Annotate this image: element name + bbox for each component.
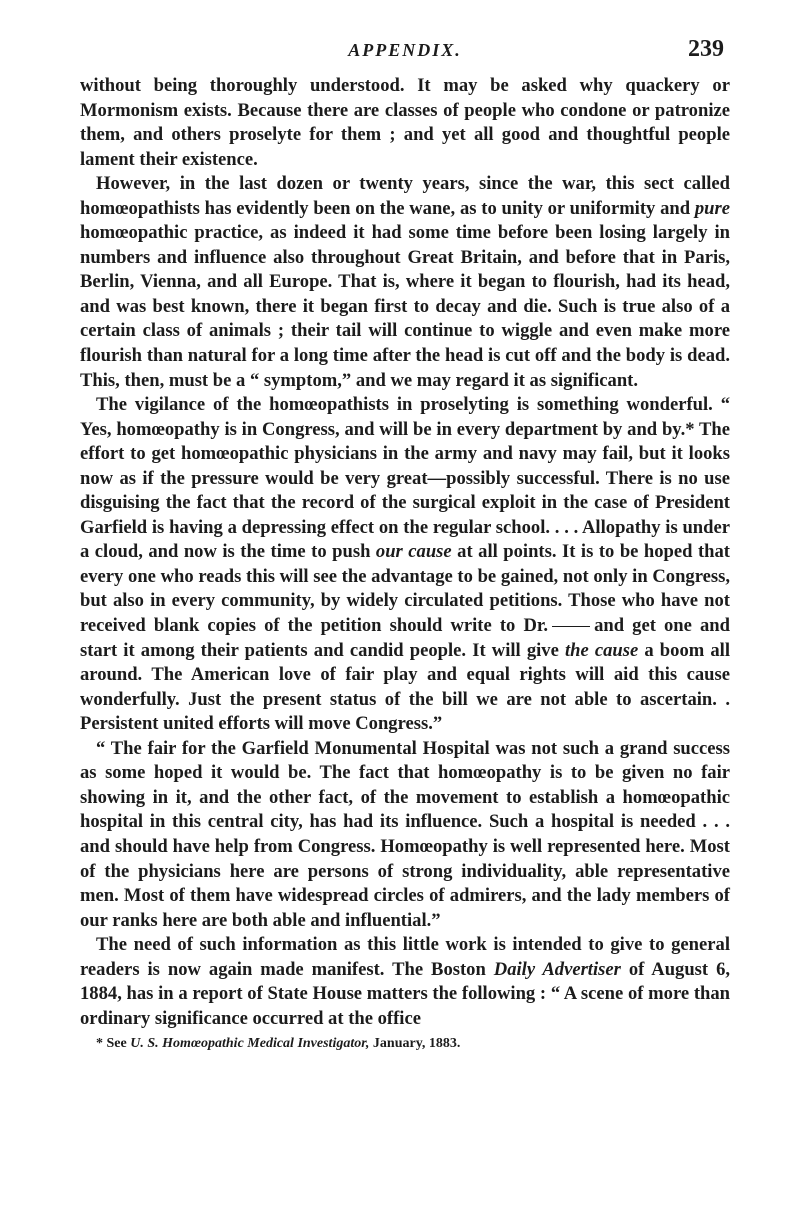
page-number: 239 — [688, 36, 724, 62]
paragraph-3-text-a: The vigilance of the homœopathists in proselyting is something wonderful. “ Yes, homœopathy is in Congress, and will be in every department by and by.* The effort to get homœopathic physicians in the army and navy may fail, but it looks now as if the pressure would be very great—possibly successful. There is no use disguising the fact that the record of the surgical exploit in the case of President Garfield is having a depressing effect on the regular school. . . . Allopathy is under a cloud, and now is the time to push — [80, 394, 730, 563]
paragraph-4-text: “ The fair for the Garfield Monumental Hospital was not such a grand success as some hoped it would be. The fact that homœopathy is to be given no fair showing in it, and the other fact, of the movement to establish a homœopathic hospital in this central city, has had its influence. Such a hospital is needed . . . and should have help from Congress. Homœopathy is well represented here. Most of the physicians here are persons of strong individuality, able representative men. Most of them have widespread circles of admirers, and the lady members of our ranks here are both able and influential.” — [80, 737, 730, 931]
paragraph-3-text-c: and get one and start it among their patients and candid people. It will give — [80, 615, 730, 661]
running-header — [80, 34, 730, 74]
paragraph-2-text-b: homœopathic practice, as indeed it had some time before been losing largely in numbers and influence also throughout Great Britain, and before that in Paris, Berlin, Vienna, and all Europe. That is, where it began to flourish, had its head, and was best known, there it began first to decay and die. Such is true also of a certain class of animals ; their tail will continue to wiggle and even make more flourish than natural for a long time after the head is cut off and the body is dead. This, then, must be a “ symptom,” and we may regard it as significant. — [80, 222, 730, 391]
footnote-marker: * See — [96, 1036, 131, 1052]
paragraph-2-text-a: However, in the last dozen or twenty years, since the war, this sect called homœopathists has evidently been on the wane, as to unity or uniformity and — [80, 173, 730, 219]
paragraph-1 — [80, 74, 730, 172]
paragraph-3-emphasis-1: our cause — [375, 541, 452, 563]
running-title: APPENDIX. — [348, 40, 462, 60]
paragraph-1-text: without being thoroughly understood. It may be asked why quackery or Mormonism exists. Because there are classes of people who condone or patronize them, and others proselyte for them ; and yet all good and thoughtful people lament their existence. — [80, 75, 730, 170]
footnote — [80, 1035, 730, 1053]
name-blank-dash — [552, 626, 590, 627]
paragraph-2 — [80, 172, 730, 393]
paragraph-3-text-b: at all points. It is to be hoped that every one who reads this will see the advantage to be gained, not only in Congress, but also in every community, by widely circulated petitions. Those who have not received blank copies of the petition should write to Dr. — [80, 541, 730, 637]
book-page — [80, 34, 730, 1204]
paragraph-5-text-b: of August 6, 1884, has in a report of State House matters the following : “ A scene of more than ordinary significance occurred at the office — [80, 958, 731, 1029]
paragraph-5-text-a: The need of such information as this little work is intended to give to general readers is now again made manifest. The Boston — [80, 934, 730, 980]
paragraph-2-emphasis: pure — [694, 197, 730, 219]
body-text — [80, 74, 730, 1031]
paragraph-3 — [80, 393, 730, 737]
footnote-source: U. S. Homœopathic Medical Investigator, — [130, 1036, 370, 1052]
paragraph-5-emphasis: Daily Advertiser — [493, 958, 621, 980]
paragraph-4 — [80, 737, 730, 933]
paragraph-5 — [80, 933, 730, 1031]
paragraph-3-emphasis-2: the cause — [564, 639, 639, 661]
paragraph-3-text-d: a boom all around. The American love of fair play and equal rights will aid this cause wonderfully. Just the present status of the bill we are not able to ascertain. . Persistent united efforts will move Congress.” — [80, 639, 730, 735]
footnote-date: January, 1883. — [369, 1036, 461, 1052]
